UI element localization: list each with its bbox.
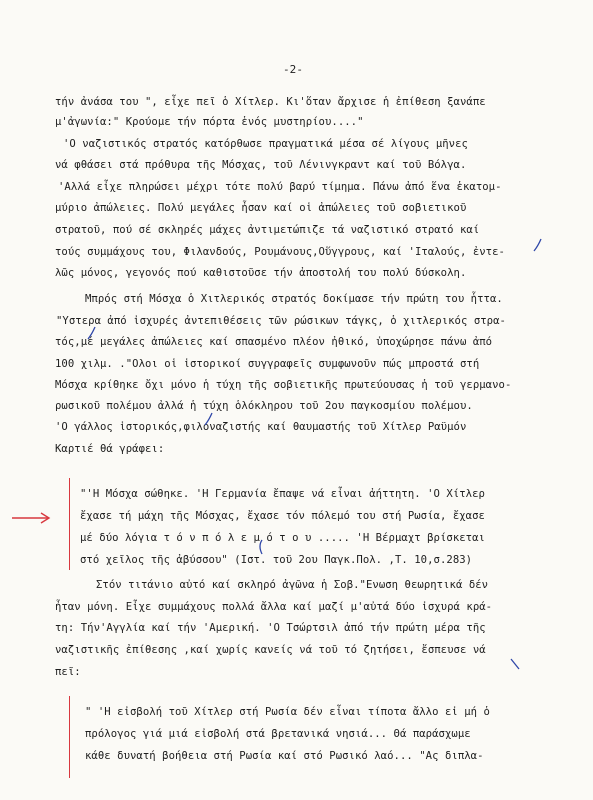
blue-pen-correction-mark (255, 538, 269, 556)
red-margin-bracket (69, 478, 70, 570)
quote-line: "'Η Μόσχα σώθηκε. 'Η Γερμανία ἔπαψε νά εἶναι ἀήττητη. 'Ο Χίτλερ (80, 488, 485, 500)
text-line: τήν ἀνάσα του ", εἶχε πεῖ ὁ Χίτλερ. Κι'ὅταν ἄρχισε ἡ ἐπίθεση ξανάπε (55, 96, 486, 108)
text-line: Στόν τιτάνιο αὐτό καί σκληρό ἀγῶνα ἡ Σοβ."Ενωση θεωρητικά δέν (96, 579, 489, 591)
quote-line: στό χεῖλος τῆς ἀβύσσου" (Ιστ. τοῦ 2ου Παγκ.Πολ. ,Τ. 10,σ.283) (80, 554, 473, 566)
quote-line: πρόλογος γιά μιά εἰσβολή στά βρετανικά νησιά... Θά παράσχωμε (85, 728, 471, 740)
text-line: μύριο ἀπώλειες. Πολύ μεγάλες ἦσαν καί οἱ ἀπώλειες τοῦ σοβιετικοῦ (55, 202, 467, 214)
text-line: νά φθάσει στά πρόθυρα τῆς Μόσχας, τοῦ Λένινγκραντ καί τοῦ Βόλγα. (55, 159, 467, 171)
text-line: Μόσχα κρίθηκε ὄχι μόνο ἡ τύχη τῆς σοβιετικῆς πρωτεύουσας ἡ τοῦ γερμανο- (55, 379, 512, 391)
blue-pen-comma-mark (532, 237, 544, 253)
quote-line: " 'Η εἰσβολή τοῦ Χίτλερ στή Ρωσία δέν εἶναι τίποτα ἄλλο εἰ μή ὁ (85, 706, 490, 718)
text-line: πεῖ: (55, 666, 81, 678)
text-line: 100 χιλμ. ."Ολοι οἱ ἱστορικοί συγγραφεῖς συμφωνοῦν πώς μπροστά στή (55, 358, 480, 370)
text-line: τός,μέ μεγάλες ἀπώλειες καί σπασμένο πλέον ἠθικό, ὑποχώρησε πάνω ἀπό (55, 336, 493, 348)
text-line: τη: Τήν'Αγγλία καί τήν 'Αμερική. 'Ο Τσώρτσιλ ἀπό τήν πρώτη μέρα τῆς (55, 622, 486, 634)
text-line: μ'ἀγωνία:" Κρούομε τήν πόρτα ἑνός μυστηρίου...." (55, 116, 364, 128)
text-line: 'Ο ναζιστικός στρατός κατόρθωσε πραγματικά μέσα σέ λίγους μῆνες (63, 138, 468, 150)
blue-pen-correction-mark (508, 656, 522, 672)
text-line: "Υστερα ἀπό ἰσχυρές ἀντεπιθέσεις τῶν ρώσικων τάγκς, ὁ χιτλερικός στρα- (56, 315, 506, 327)
text-line: 'Αλλά εἶχε πληρώσει μέχρι τότε πολύ βαρύ τίμημα. Πάνω ἀπό ἕνα ἑκατομ- (58, 181, 502, 193)
text-line: 'Ο γάλλος ἱστορικός,φιλοναζιστής καί θαυμαστής τοῦ Χίτλερ Ραϋμόν (55, 421, 467, 433)
quote-line: ἔχασε τή μάχη τῆς Μόσχας, ἔχασε τόν πόλεμό του στή Ρωσία, ἔχασε (80, 510, 485, 522)
blue-pen-comma-mark (203, 411, 215, 427)
text-line: ναζιστικῆς ἐπίθεσης ,καί χωρίς κανείς νά τοῦ τό ζητήσει, ἔσπευσε νά (55, 644, 486, 656)
quote-line: κάθε δυνατή βοήθεια στή Ρωσία καί στό Ρωσικό λαό... "Ας διπλα- (85, 750, 484, 762)
red-arrow-icon (10, 511, 54, 525)
text-line: Καρτιέ θά γράφει: (55, 443, 165, 455)
text-line: Μπρός στή Μόσχα ὁ Χιτλερικός στρατός δοκίμασε τήν πρώτη του ἧττα. (85, 293, 503, 305)
text-line: ἦταν μόνη. Εἶχε συμμάχους πολλά ἄλλα καί μαζί μ'αὐτά δύο ἰσχυρά κρά- (55, 601, 493, 613)
quote-line: μέ δύο λόγια τ ό ν π ό λ ε μ ό τ ο υ ..... 'Η Βέρμαχτ βρίσκεται (80, 532, 485, 544)
text-line: ρωσικοῦ πολέμου ἀλλά ἡ τύχη ὁλόκληρου τοῦ 2ου παγκοσμίου πολέμου. (55, 400, 473, 412)
red-margin-bracket (69, 696, 70, 778)
blue-pen-comma-mark (86, 325, 98, 341)
text-line: στρατοῦ, πού σέ σκληρές μάχες ἀντιμετώπιζε τά ναζιστικό στρατό καί (55, 224, 480, 236)
page-number: -2- (283, 63, 304, 76)
text-line: λῶς μόνος, γεγονός πού καθιστοῦσε τήν ἀποστολή του πολύ δύσκολη. (55, 267, 467, 279)
text-line: τούς συμμάχους του, Φιλανδούς, Ρουμάνους,Οὕγγρους, καί 'Ιταλούς, ἐντε- (55, 246, 505, 258)
